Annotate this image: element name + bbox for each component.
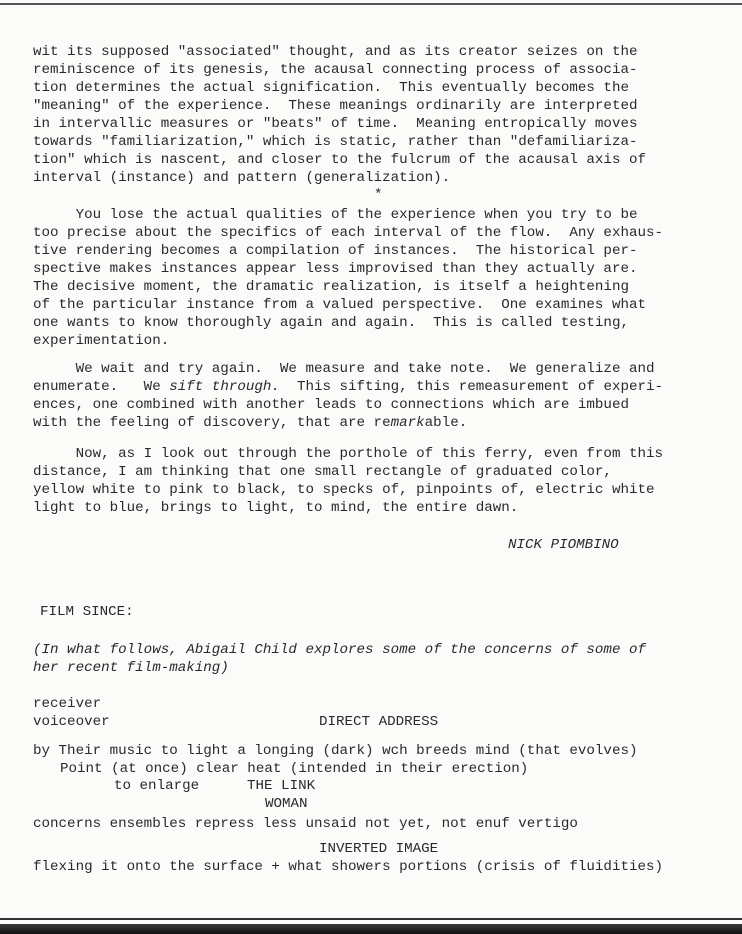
text-line: of the particular instance from a valued perspective. One examines what <box>33 297 646 313</box>
text-line: yellow white to pink to black, to specks of, pinpoints of, electric white <box>33 482 655 498</box>
author-signature: NICK PIOMBINO <box>508 537 619 553</box>
poem-line: by Their music to light a longing (dark) wch breeds mind (that evolves) <box>33 743 638 759</box>
text-run: This sifting, this remeasurement of experi- <box>279 379 664 395</box>
poem-woman: WOMAN <box>265 796 308 812</box>
text-line: light to blue, brings to light, to mind, the entire dawn. <box>33 500 519 516</box>
text-line: distance, I am thinking that one small rectangle of graduated color, <box>33 464 612 480</box>
poem-to-enlarge: to enlarge <box>114 778 200 794</box>
text-line <box>33 414 467 432</box>
intro-line: her recent film-making) <box>33 660 229 676</box>
text-line: You lose the actual qualities of the experience when you try to be <box>33 207 638 223</box>
text-line: Now, as I look out through the porthole of this ferry, even from this <box>33 446 664 462</box>
poem-line: flexing it onto the surface + what showers portions (crisis of fluidities) <box>33 859 664 875</box>
poem-word-receiver: receiver <box>33 696 102 712</box>
text-line: tion" which is nascent, and closer to the fulcrum of the acausal axis of <box>33 152 646 168</box>
poem-direct-address: DIRECT ADDRESS <box>319 714 439 730</box>
text-line: ences, one combined with another leads to connections which are imbued <box>33 397 629 413</box>
text-line: wit its supposed "associated" thought, and as its creator seizes on the <box>33 44 638 60</box>
text-line: interval (instance) and pattern (generalization). <box>33 170 451 186</box>
text-line: towards "familiarization," which is static, rather than "defamiliariza- <box>33 134 638 150</box>
poem-inverted-image: INVERTED IMAGE <box>319 841 439 857</box>
text-run: enumerate. We <box>33 379 170 395</box>
text-line: tion determines the actual signification. This eventually becomes the <box>33 80 629 96</box>
text-line <box>33 378 663 396</box>
section-separator: * <box>374 187 383 203</box>
section-heading: FILM SINCE: <box>40 604 134 620</box>
poem-line: concerns ensembles repress less unsaid not yet, not enuf vertigo <box>33 816 578 832</box>
text-line: in intervallic measures or "beats" of time. Meaning entropically moves <box>33 116 638 132</box>
poem-word-voiceover: voiceover <box>33 714 110 730</box>
poem-line: Point (at once) clear heat (intended in their erection) <box>60 761 529 777</box>
text-line: spective makes instances appear less improvised than they actually are. <box>33 261 638 277</box>
text-line: "meaning" of the experience. These meanings ordinarily are interpreted <box>33 98 638 114</box>
emphasis-text: sift through. <box>169 379 280 395</box>
text-line: one wants to know thoroughly again and again. This is called testing, <box>33 315 629 331</box>
intro-line: (In what follows, Abigail Child explores some of the concerns of some of <box>33 642 646 658</box>
emphasis-text: mark <box>390 415 425 431</box>
text-line: too precise about the specifics of each interval of the flow. Any exhaus- <box>33 225 664 241</box>
text-line: experimentation. <box>33 333 170 349</box>
text-line: tive rendering becomes a compilation of instances. The historical per- <box>33 243 638 259</box>
page-top-edge <box>0 3 742 5</box>
text-run: with the feeling of discovery, that are re <box>33 415 391 431</box>
text-line: The decisive moment, the dramatic realization, is itself a heightening <box>33 279 629 295</box>
text-line: We wait and try again. We measure and take note. We generalize and <box>33 361 655 377</box>
text-line: reminiscence of its genesis, the acausal connecting process of associa- <box>33 62 638 78</box>
page-bottom-edge <box>0 924 742 934</box>
page-bottom-rule <box>0 918 742 920</box>
poem-the-link: THE LINK <box>247 778 316 794</box>
text-run: able. <box>424 415 468 431</box>
